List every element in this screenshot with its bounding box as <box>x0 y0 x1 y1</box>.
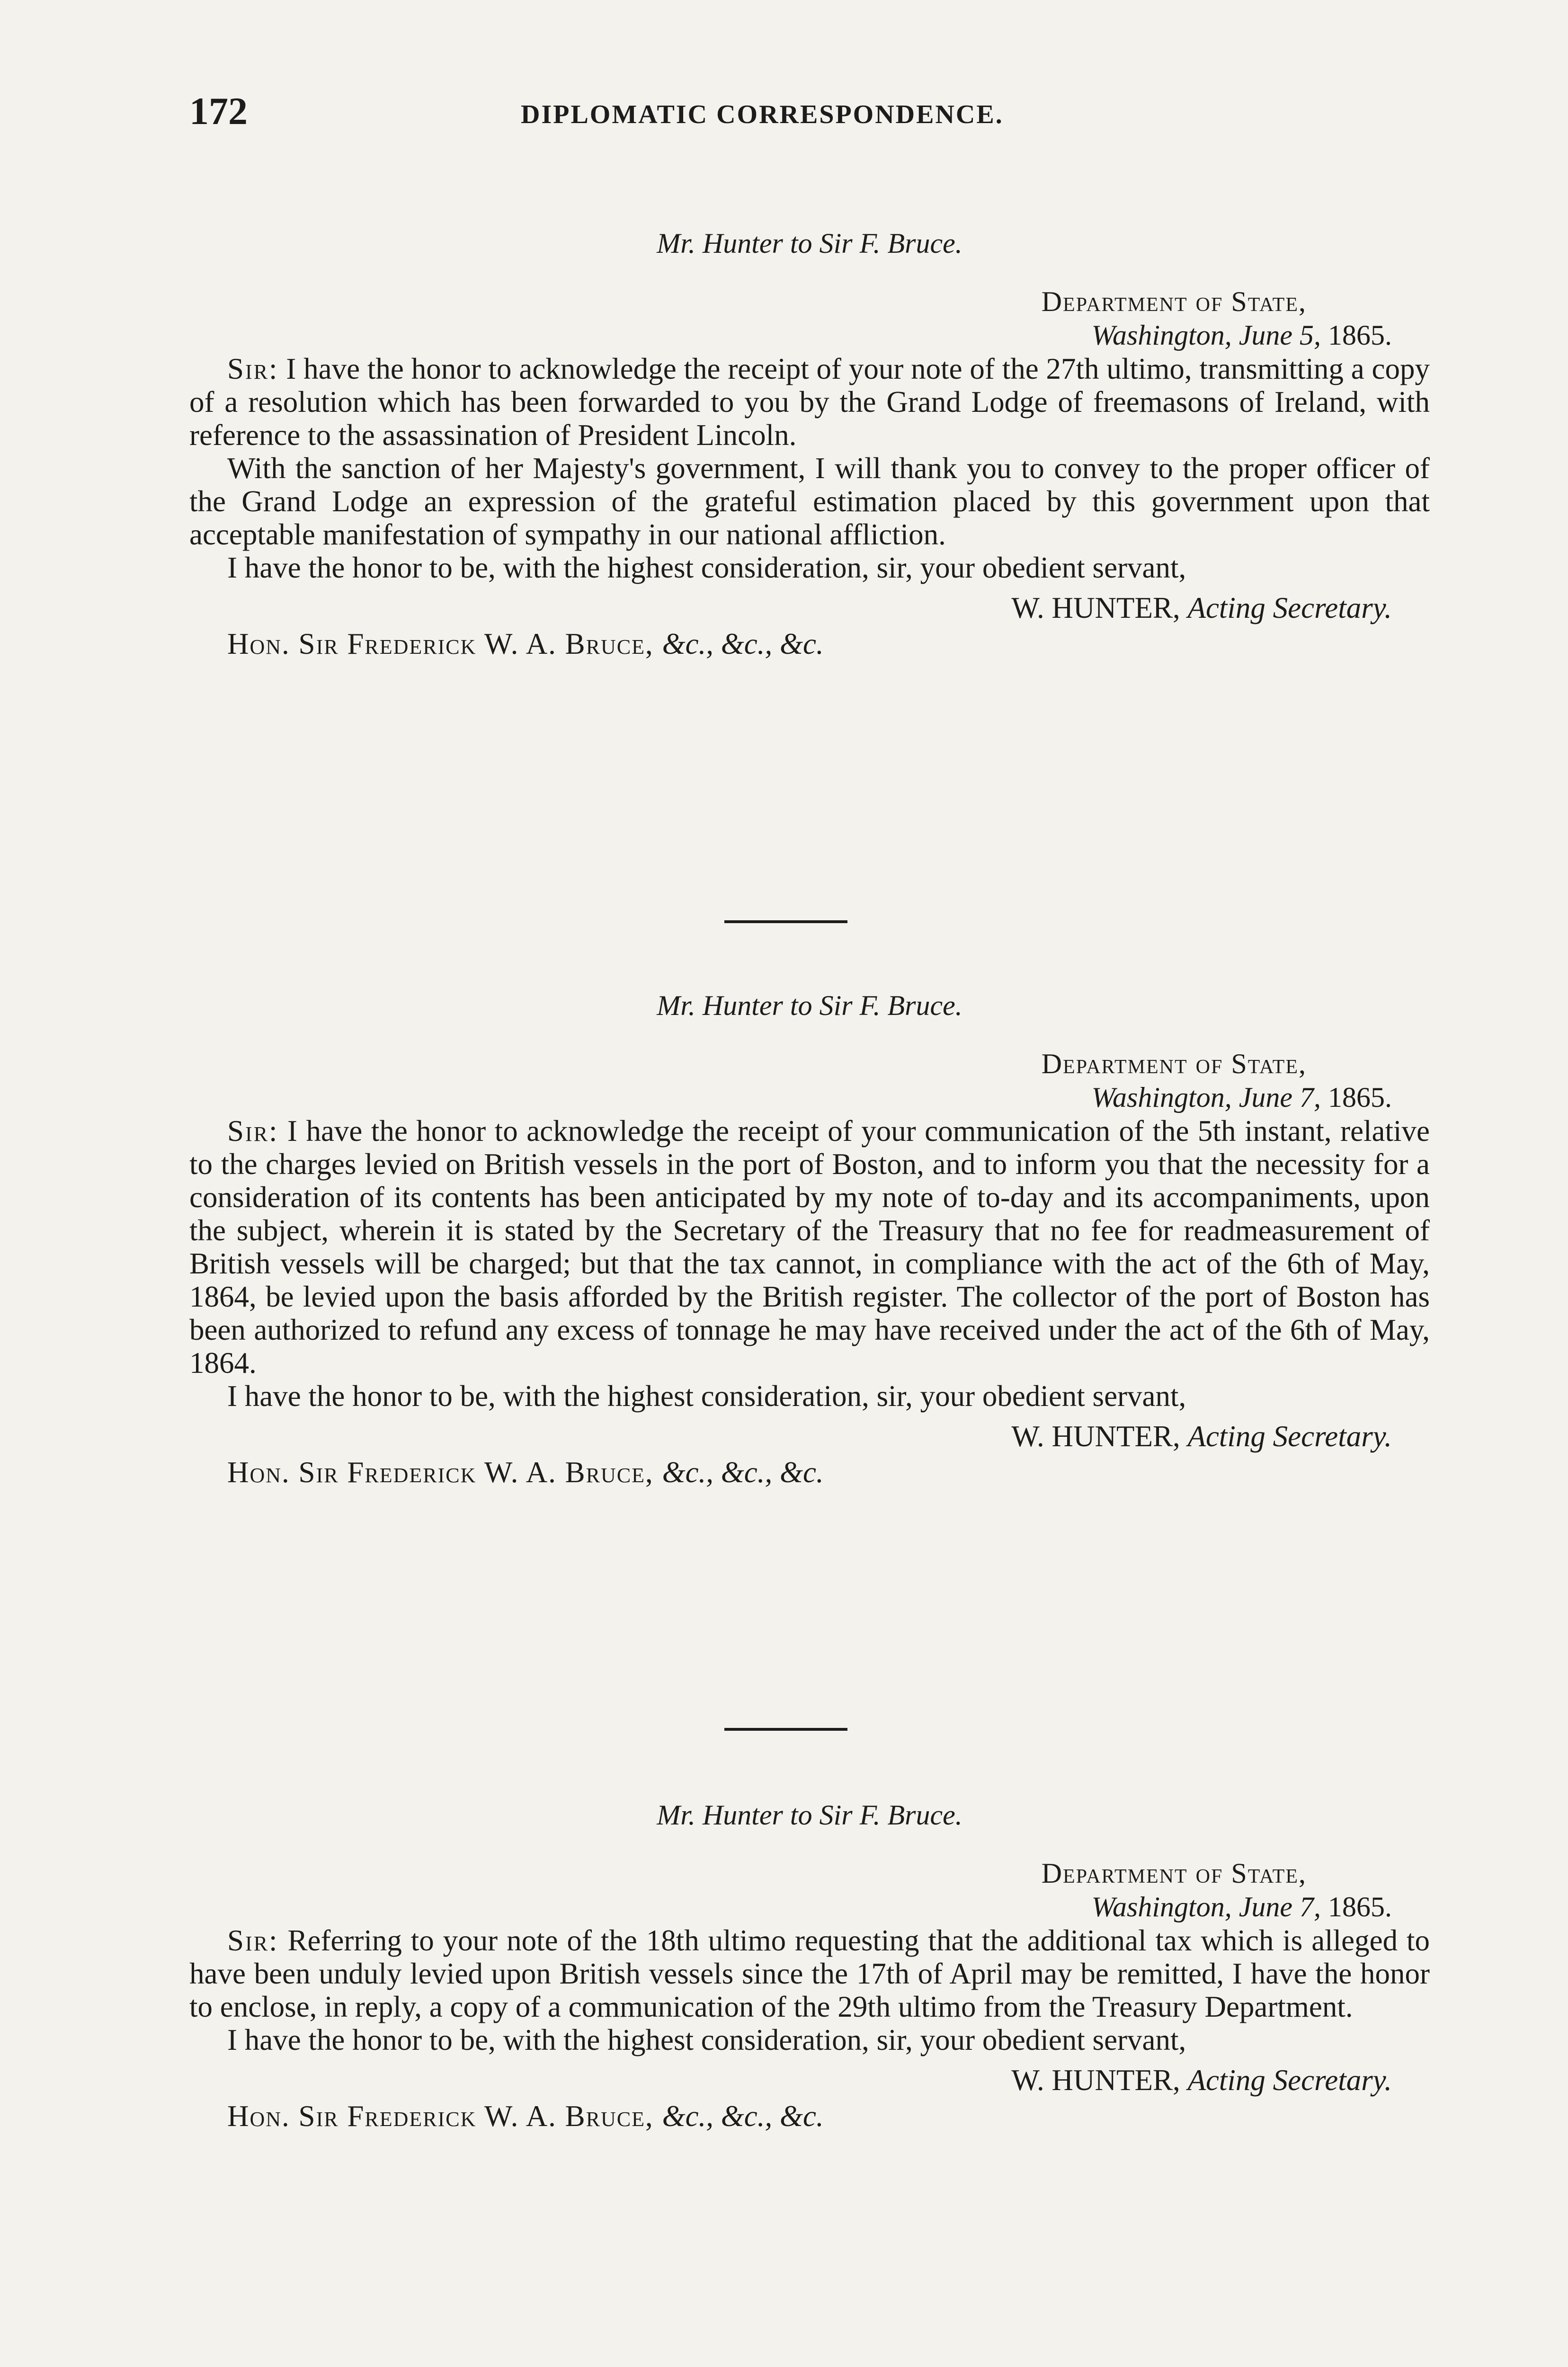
addressee-name: Hon. Sir Frederick W. A. Bruce, <box>227 627 654 660</box>
signature <box>189 1418 1430 1454</box>
body-text: I have the honor to acknowledge the receipt of your note of the 27th ultimo, transmitting a copy of a resolution which has been forwarded to you by the Grand Lodge of freemasons of Ireland, with reference to the assassination of President Lincoln. <box>189 352 1430 452</box>
letter-heading: Mr. Hunter to Sir F. Bruce. <box>657 1799 962 1831</box>
salutation: Sir: <box>227 1924 279 1957</box>
closing: I have the honor to be, with the highest consideration, sir, your obedient servant, <box>227 1379 1186 1413</box>
signature <box>189 2062 1430 2098</box>
page-number: 172 <box>189 89 248 133</box>
signature-title: Acting Secretary. <box>1187 591 1392 624</box>
letter-2 <box>189 989 1430 1490</box>
addressee-etc: &c., &c., &c. <box>662 2100 824 2133</box>
dateline-year: 1865. <box>1328 320 1392 351</box>
page-header <box>189 89 1379 141</box>
dateline-year: 1865. <box>1328 1891 1392 1922</box>
dateline <box>189 1890 1430 1924</box>
letter-body <box>189 1924 1430 2023</box>
addressee-name: Hon. Sir Frederick W. A. Bruce, <box>227 1456 654 1489</box>
dateline <box>189 1080 1430 1114</box>
addressee <box>189 1454 1430 1490</box>
signature-name: W. HUNTER, <box>1011 1420 1180 1453</box>
addressee <box>189 2098 1430 2134</box>
dateline-place: Washington, June 5, <box>1091 320 1321 351</box>
department-line: Department of State, <box>1041 1858 1307 1889</box>
letter-1 <box>189 227 1430 662</box>
salutation: Sir: <box>227 352 279 385</box>
dateline-place: Washington, June 7, <box>1091 1082 1321 1113</box>
signature-title: Acting Secretary. <box>1187 1420 1392 1453</box>
running-title: DIPLOMATIC CORRESPONDENCE. <box>521 100 1004 129</box>
signature <box>189 590 1430 626</box>
salutation: Sir: <box>227 1114 279 1148</box>
letter-3 <box>189 1799 1430 2134</box>
closing: I have the honor to be, with the highest consideration, sir, your obedient servant, <box>227 551 1186 584</box>
addressee-etc: &c., &c., &c. <box>662 627 824 660</box>
signature-name: W. HUNTER, <box>1011 2064 1180 2097</box>
letter-heading: Mr. Hunter to Sir F. Bruce. <box>657 228 962 259</box>
letter-body-2: With the sanction of her Majesty's government, I will thank you to convey to the proper officer of the Grand Lodge an expression of the grateful estimation placed by this government upon that acceptable manifestation of sympathy in our national affliction. <box>189 452 1430 551</box>
department-line: Department of State, <box>1041 286 1307 317</box>
dateline-year: 1865. <box>1328 1082 1392 1113</box>
closing: I have the honor to be, with the highest consideration, sir, your obedient servant, <box>227 2023 1186 2056</box>
dateline-place: Washington, June 7, <box>1091 1891 1321 1922</box>
letter-heading: Mr. Hunter to Sir F. Bruce. <box>657 990 962 1021</box>
addressee-name: Hon. Sir Frederick W. A. Bruce, <box>227 2100 654 2133</box>
section-divider <box>724 1728 847 1731</box>
letter-body <box>189 352 1430 452</box>
addressee <box>189 626 1430 662</box>
body-text: I have the honor to acknowledge the receipt of your communication of the 5th instant, relative to the charges levied on British vessels in the port of Boston, and to inform you that the necessity for a consideration of its contents has been anticipated by my note of to-day and its accompaniments, upon the subject, wherein it is stated by the Secretary of the Treasury that no fee for readmeasurement of British vessels will be charged; but that the tax cannot, in compliance with the act of the 6th of May, 1864, be levied upon the basis afforded by the British register. The collector of the port of Boston has been authorized to refund any excess of tonnage he may have received under the act of the 6th of May, 1864. <box>189 1114 1430 1379</box>
body-text: Referring to your note of the 18th ultimo requesting that the additional tax which is alleged to have been unduly levied upon British vessels since the 17th of April may be remitted, I have the honor to enclose, in reply, a copy of a communication of the 29th ultimo from the Treasury Department. <box>189 1924 1430 2023</box>
section-divider <box>724 920 847 923</box>
signature-title: Acting Secretary. <box>1187 2064 1392 2097</box>
dateline <box>189 318 1430 352</box>
department-line: Department of State, <box>1041 1048 1307 1079</box>
letter-body <box>189 1114 1430 1379</box>
signature-name: W. HUNTER, <box>1011 591 1180 624</box>
addressee-etc: &c., &c., &c. <box>662 1456 824 1489</box>
